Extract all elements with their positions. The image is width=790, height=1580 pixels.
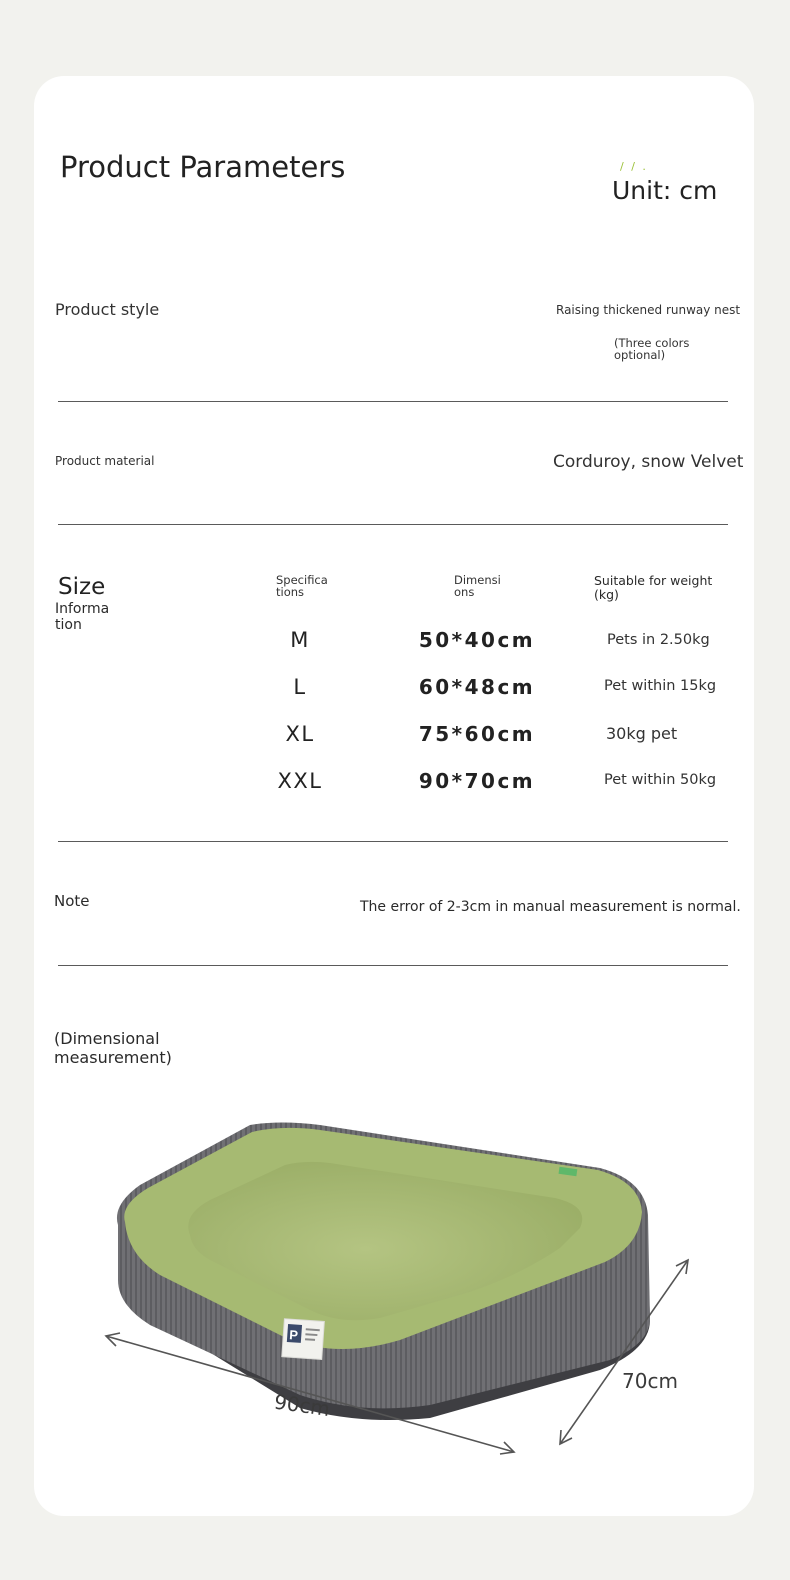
note-value: The error of 2-3cm in manual measurement is normal. [360, 899, 741, 915]
unit-label: Unit: cm [612, 176, 718, 205]
product-style-label: Product style [55, 300, 160, 319]
size-spec-xxl: XXL [277, 769, 323, 793]
size-weight-xl: 30kg pet [606, 724, 678, 743]
dim-header-2: ons [454, 585, 475, 599]
size-dim-xl: 75*60cm [418, 722, 536, 746]
weight-header-2: (kg) [594, 587, 619, 602]
product-style-note-2: optional) [614, 348, 666, 362]
bed-label-tag [282, 1319, 325, 1360]
note-label: Note [54, 892, 90, 910]
size-spec-xl: XL [285, 722, 315, 746]
length-label: 90cm [272, 1389, 332, 1422]
decorative-marks: / / . [620, 160, 648, 173]
width-label: 70cm [622, 1369, 678, 1393]
bed-label-logo: P [288, 1327, 299, 1343]
size-spec-l: L [293, 675, 307, 699]
size-weight-l: Pet within 15kg [604, 678, 717, 694]
size-dim-m: 50*40cm [418, 628, 536, 652]
size-label-sub-1: Informa [55, 601, 110, 617]
size-dim-xxl: 90*70cm [418, 769, 536, 793]
measurement-title-1: (Dimensional [54, 1029, 160, 1048]
weight-header-1: Suitable for weight [594, 573, 713, 588]
product-style-value: Raising thickened runway nest [556, 303, 741, 317]
size-weight-xxl: Pet within 50kg [604, 772, 717, 788]
dim-header-1: Dimensi [454, 573, 501, 587]
size-label: Size [58, 574, 106, 600]
size-dim-l: 60*48cm [418, 675, 536, 699]
measurement-title-2: measurement) [54, 1048, 172, 1067]
spec-header-2: tions [276, 585, 305, 599]
spec-header-1: Specifica [276, 573, 328, 587]
product-material-value: Corduroy, snow Velvet [553, 452, 744, 472]
product-material-label: Product material [55, 454, 155, 468]
size-spec-m: M [290, 628, 310, 652]
size-weight-m: Pets in 2.50kg [607, 632, 710, 648]
page-title: Product Parameters [60, 150, 346, 184]
size-label-sub-2: tion [55, 617, 82, 633]
product-style-note-1: (Three colors [614, 336, 690, 350]
